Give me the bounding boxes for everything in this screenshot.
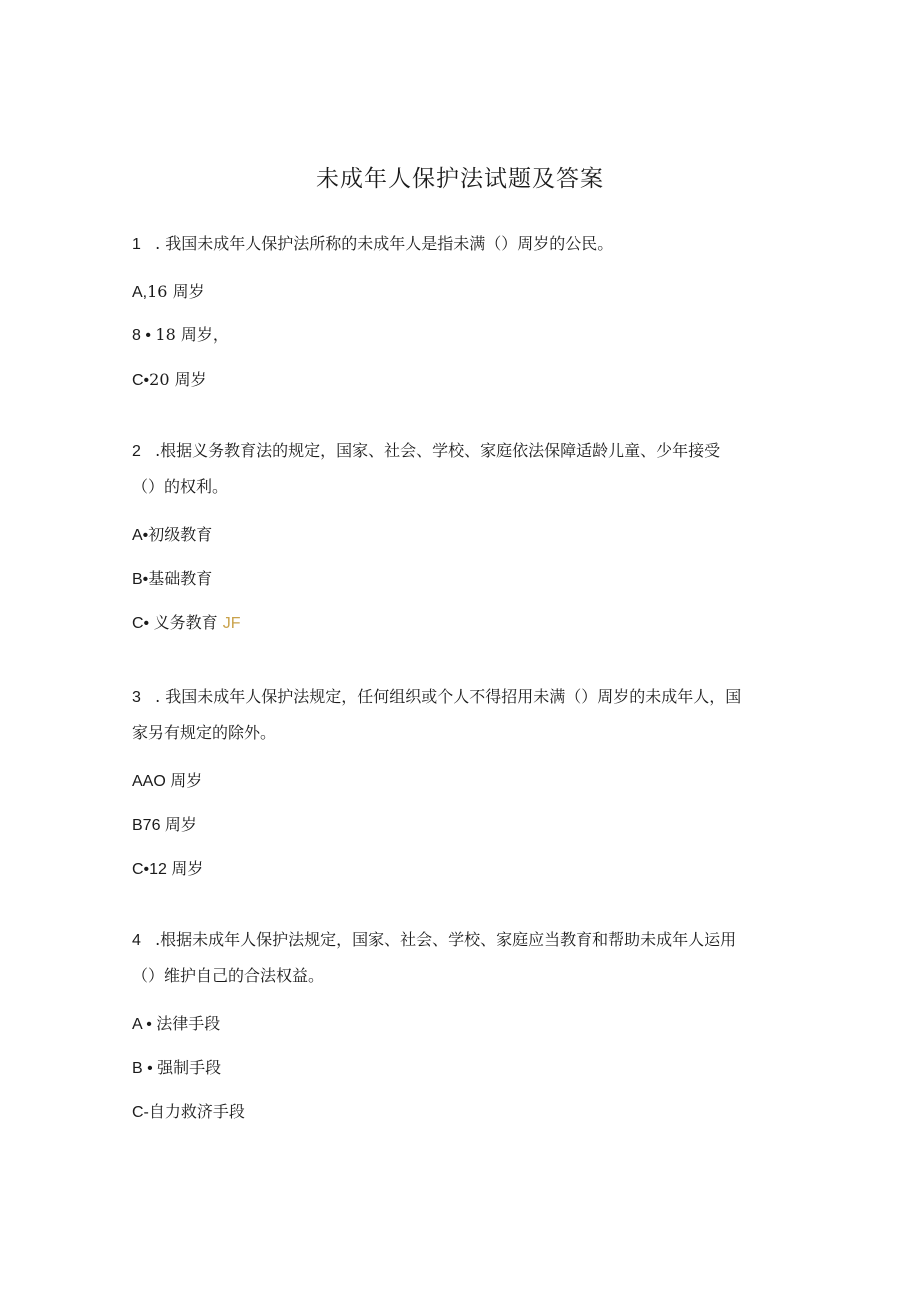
- option-prefix: C•: [132, 615, 154, 632]
- option-b: [132, 569, 212, 590]
- question-3-continuation: 家另有规定的除外。: [132, 723, 277, 742]
- question-number: 4: [132, 932, 141, 949]
- option-prefix: C•: [132, 372, 150, 389]
- option-prefix: AAO: [132, 773, 171, 790]
- option-b: [132, 815, 197, 836]
- answer-mark: JF: [222, 615, 241, 632]
- question-3: [132, 687, 741, 708]
- option-text: 周岁: [164, 815, 197, 834]
- option-prefix: A•: [132, 527, 149, 544]
- question-number: 3: [132, 689, 141, 706]
- option-b: [132, 325, 229, 346]
- option-c: [132, 613, 240, 634]
- question-text: .根据未成年人保护法规定，国家、社会、学校、家庭应当教育和帮助未成年人运用: [150, 930, 737, 949]
- document-title: 未成年人保护法试题及答案: [316, 166, 604, 192]
- option-text: 初级教育: [148, 525, 213, 544]
- option-text: 义务教育: [153, 613, 223, 632]
- option-text: 16 周岁: [147, 282, 205, 301]
- question-2: [132, 441, 720, 462]
- question-4-continuation: （）维护自己的合法权益。: [132, 966, 325, 985]
- question-number: 1: [132, 236, 141, 253]
- option-c: [132, 370, 207, 391]
- option-a: [132, 1014, 220, 1035]
- option-prefix: C-: [132, 1104, 149, 1121]
- option-text: 周岁: [171, 859, 204, 878]
- question-text: . 我国未成年人保护法规定，任何组织或个人不得招用未满（）周岁的未成年人，国: [150, 687, 742, 706]
- option-c: [132, 1102, 245, 1123]
- option-prefix: B76: [132, 817, 165, 834]
- option-text: 18 周岁，: [155, 325, 229, 344]
- question-1: [132, 234, 613, 255]
- question-4: [132, 930, 736, 951]
- option-text: 基础教育: [148, 569, 213, 588]
- option-b: [132, 1058, 221, 1079]
- option-prefix: C•12: [132, 861, 172, 878]
- option-prefix: B•: [132, 571, 149, 588]
- option-text: 自力救济手段: [148, 1102, 245, 1121]
- option-c: [132, 859, 203, 880]
- option-text: 20 周岁: [149, 370, 207, 389]
- question-number: 2: [132, 443, 141, 460]
- option-prefix: B •: [132, 1060, 158, 1077]
- option-a: [132, 282, 205, 303]
- question-2-continuation: （）的权利。: [132, 477, 229, 496]
- option-text: 强制手段: [157, 1058, 222, 1077]
- option-a: [132, 771, 202, 792]
- option-prefix: A,: [132, 284, 148, 301]
- option-text: 法律手段: [156, 1014, 221, 1033]
- option-a: [132, 525, 212, 546]
- option-prefix: 8 •: [132, 327, 156, 344]
- question-text: . 我国未成年人保护法所称的未成年人是指未满（）周岁的公民。: [150, 234, 614, 253]
- option-prefix: A •: [132, 1016, 157, 1033]
- option-text: 周岁: [170, 771, 203, 790]
- question-text: .根据义务教育法的规定，国家、社会、学校、家庭依法保障适龄儿童、少年接受: [150, 441, 721, 460]
